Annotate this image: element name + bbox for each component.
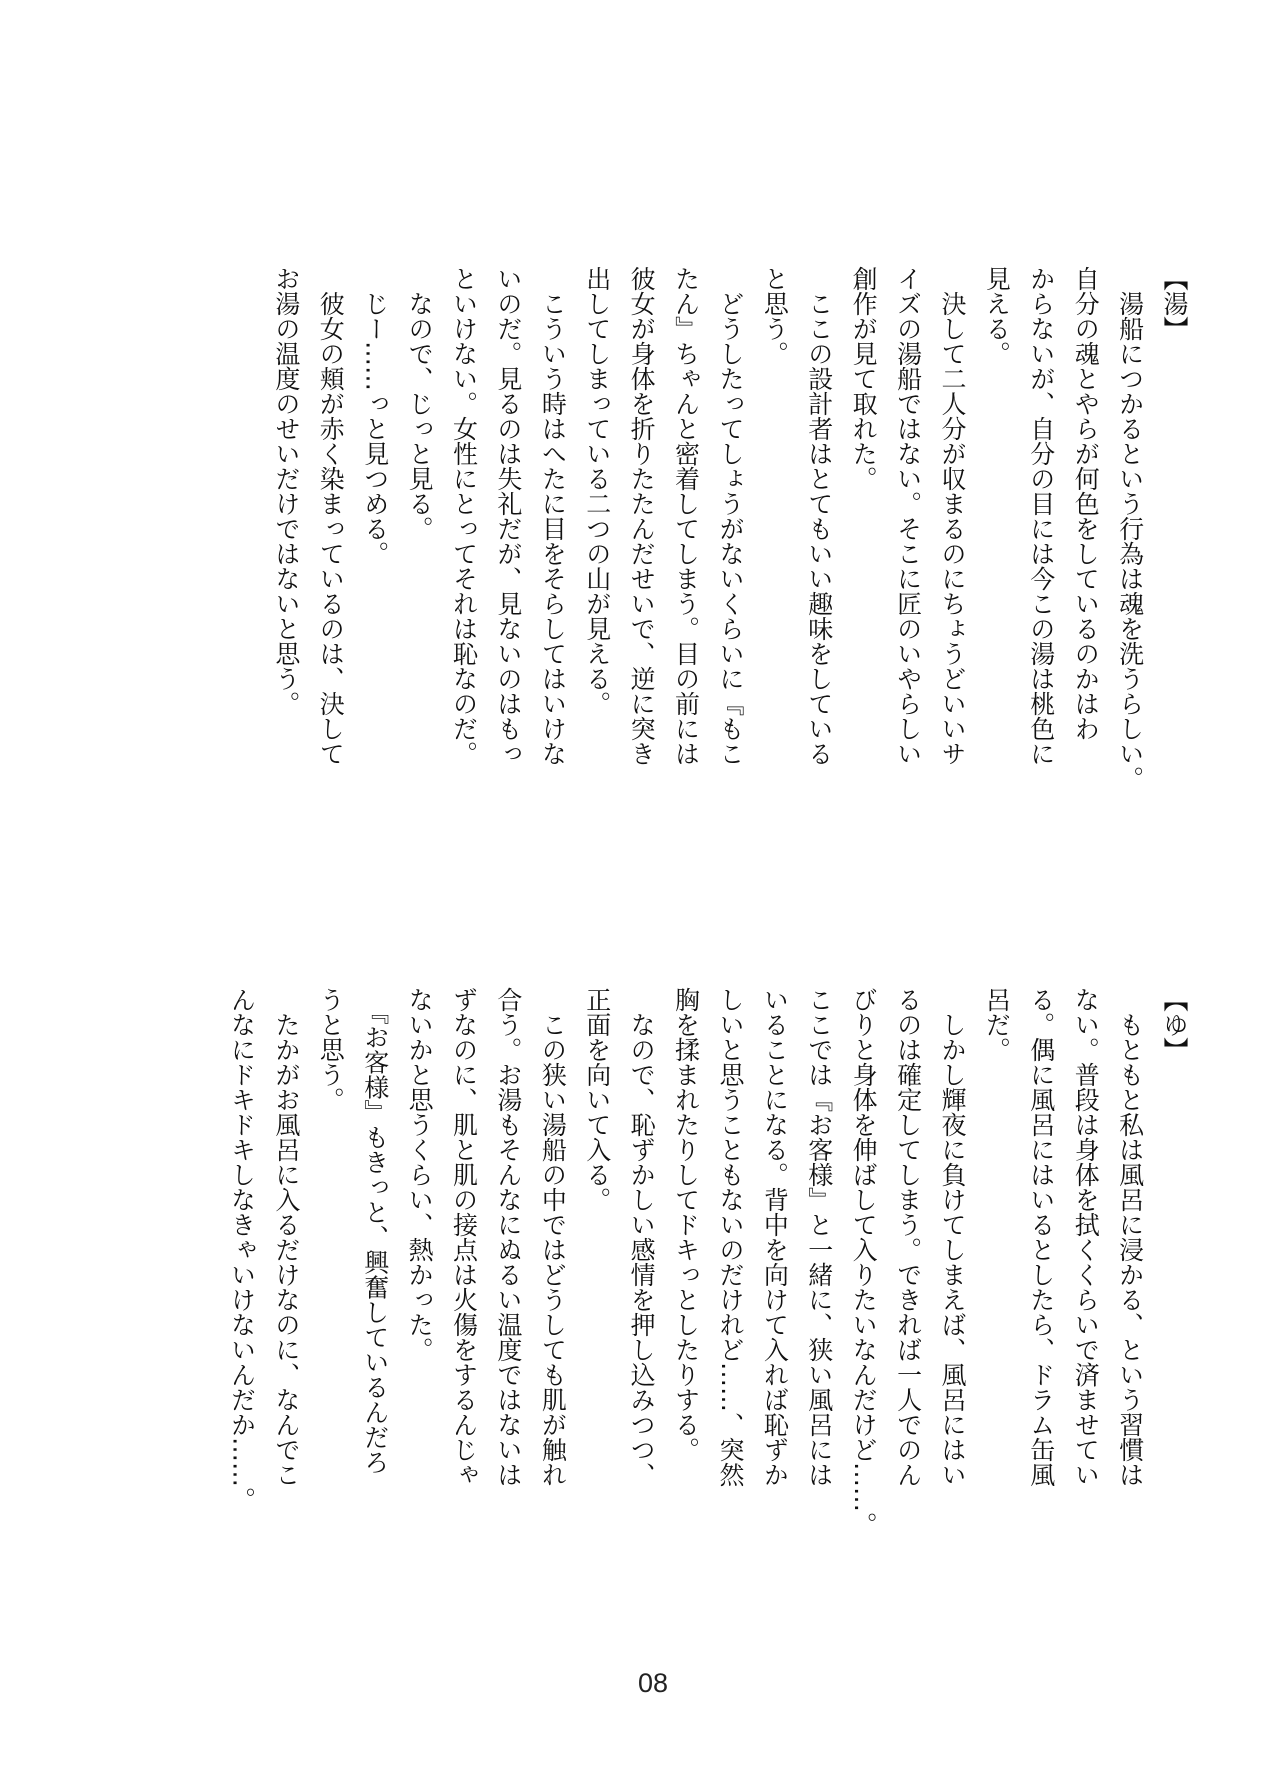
text-line: どうしたってしょうがないくらいに『もこ <box>715 266 745 766</box>
text-line: たん』ちゃんと密着してしまう。目の前には <box>671 266 701 766</box>
text-line: んなにドキドキしなきゃいけないんだか……。 <box>227 987 257 1512</box>
text-line: しいと思うこともないのだけれど……、突然 <box>715 987 745 1487</box>
text-line: ない。普段は身体を拭くくらいで済ませてい <box>1071 987 1101 1487</box>
text-line: なので、恥ずかしい感情を押し込みつつ、 <box>627 987 657 1487</box>
section-heading: 【湯】 <box>1160 266 1189 341</box>
text-line: 胸を揉まれたりしてドキっとしたりする。 <box>671 987 701 1462</box>
text-line: なので、じっと見る。 <box>405 266 435 541</box>
text-section-yu-kana <box>219 987 1196 1587</box>
text-line: 湯船につかるという行為は魂を洗うらしい。 <box>1115 266 1145 791</box>
text-line: 合う。お湯もそんなにぬるい温度ではないは <box>493 987 523 1487</box>
text-line: ここでは『お客様』と一緒に、狭い風呂には <box>804 987 834 1487</box>
text-line: ないかと思うくらい、熱かった。 <box>405 987 435 1362</box>
text-line: びりと身体を伸ばして入りたいなんだけど……。 <box>849 987 879 1537</box>
text-line: イズの湯船ではない。そこに匠のいやらしい <box>893 266 923 766</box>
text-line: ずなのに、肌と肌の接点は火傷をするんじゃ <box>449 987 479 1487</box>
section-heading: 【ゆ】 <box>1160 987 1189 1062</box>
text-line: しかし輝夜に負けてしまえば、風呂にはい <box>937 987 967 1487</box>
text-line: こういう時はへたに目をそらしてはいけな <box>538 266 568 766</box>
text-line: じー……っと見つめる。 <box>360 266 390 566</box>
text-line: 見える。 <box>982 266 1012 366</box>
text-line: 正面を向いて入る。 <box>582 987 612 1212</box>
text-line: る。偶に風呂にはいるとしたら、ドラム缶風 <box>1026 987 1056 1487</box>
text-line: と思う。 <box>760 266 790 366</box>
text-line: からないが、自分の目には今この湯は桃色に <box>1026 266 1056 766</box>
text-line: たかがお風呂に入るだけなのに、なんでこ <box>271 987 301 1487</box>
text-line: もともと私は風呂に浸かる、という習慣は <box>1115 987 1145 1487</box>
text-section-yu-kanji <box>263 266 1196 826</box>
text-line: 彼女の頬が赤く染まっているのは、決して <box>316 266 346 766</box>
text-line: 彼女が身体を折りたたんだせいで、逆に突き <box>627 266 657 766</box>
text-line: 『お客様』もきっと、興奮しているんだろ <box>360 987 390 1475</box>
text-line: ここの設計者はとてもいい趣味をしている <box>804 266 834 766</box>
text-line: いのだ。見るのは失礼だが、見ないのはもっ <box>493 266 523 766</box>
text-line: いることになる。背中を向けて入れば恥ずか <box>760 987 790 1487</box>
text-line: 創作が見て取れた。 <box>849 266 879 491</box>
text-line: 出してしまっている二つの山が見える。 <box>582 266 612 716</box>
page-number: 08 <box>638 1668 669 1698</box>
text-line: うと思う。 <box>316 987 346 1112</box>
text-line: 自分の魂とやらが何色をしているのかはわ <box>1071 266 1101 741</box>
text-line: 呂だ。 <box>982 987 1012 1062</box>
text-line: この狭い湯船の中ではどうしても肌が触れ <box>538 987 568 1487</box>
text-line: 決して二人分が収まるのにちょうどいいサ <box>937 266 967 766</box>
text-line: お湯の温度のせいだけではないと思う。 <box>271 266 301 716</box>
text-line: るのは確定してしまう。できれば一人でのん <box>893 987 923 1487</box>
text-line: といけない。女性にとってそれは恥なのだ。 <box>449 266 479 766</box>
